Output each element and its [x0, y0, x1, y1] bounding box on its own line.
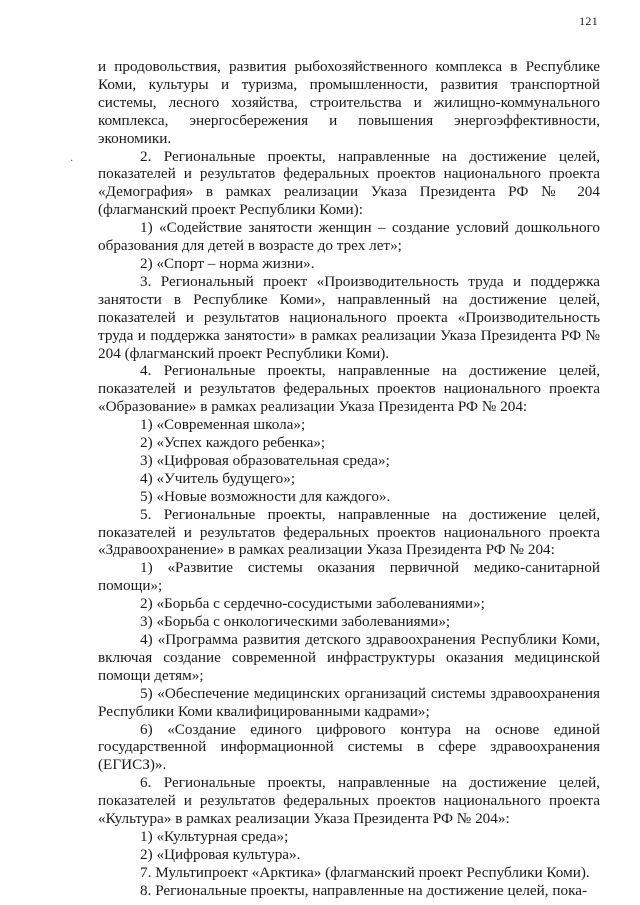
paragraph: 6. Региональные проекты, направленные на достижение целей, показателей и результатов федеральных проектов национального проекта «Культура» в рамках реализации Указа Президента РФ № 204»: — [98, 774, 600, 828]
paragraph: 7. Мультипроект «Арктика» (флагманский проект Республики Коми). — [140, 863, 590, 881]
paragraph: 8. Региональные проекты, направленные на достижение целей, пока- — [140, 881, 588, 899]
list-item: 2) «Успех каждого ребенка»; — [140, 434, 326, 452]
paragraph: 2. Региональные проекты, направленные на достижение целей, показателей и результатов федеральных проектов национального проекта «Демография» в рамках реализации Указа Президента РФ № 204 (флагманский проект Республики Коми): — [98, 147, 600, 219]
paragraph: 4. Региональные проекты, направленные на достижение целей, показателей и результатов федеральных проектов национального проекта «Образование» в рамках реализации Указа Президента РФ № 204: — [98, 362, 600, 416]
list-item: 3) «Цифровая образовательная среда»; — [140, 451, 390, 469]
list-item: 2) «Цифровая культура». — [140, 845, 301, 863]
list-item: 6) «Создание единого цифрового контура на основе единой государственной информационной системы в сфере здравоохранения (ЕГИСЗ)». — [98, 720, 600, 774]
paragraph: 5. Региональные проекты, направленные на достижение целей, показателей и результатов федеральных проектов национального проекта «Здравоохранение» в рамках реализации Указа Президента РФ № 204: — [98, 505, 600, 559]
margin-mark: · — [70, 156, 74, 167]
list-item: 1) «Культурная среда»; — [140, 827, 289, 845]
list-item: 5) «Новые возможности для каждого». — [140, 487, 391, 505]
document-body — [98, 58, 600, 900]
paragraph: и продовольствия, развития рыбохозяйственного комплекса в Республике Коми, культуры и туризма, промышленности, развития транспортной системы, лесного хозяйства, строительства и жилищно-коммунального комплекса, энергосбережения и повышения энергоэффективности, экономики. — [98, 58, 600, 147]
list-item: 1) «Современная школа»; — [140, 416, 306, 434]
list-item: 4) «Учитель будущего»; — [140, 469, 296, 487]
list-item: 1) «Содействие занятости женщин – создание условий дошкольного образования для детей в возрасте до трех лет»; — [98, 219, 600, 255]
list-item: 3) «Борьба с онкологическими заболеваниями»; — [140, 613, 451, 631]
list-item: 2) «Спорт – норма жизни». — [140, 254, 315, 272]
list-item: 5) «Обеспечение медицинских организаций системы здравоохранения Республики Коми квалифицированными кадрами»; — [98, 684, 600, 720]
list-item: 4) «Программа развития детского здравоохранения Республики Коми, включая создание современной инфраструктуры оказания медицинской помощи детям»; — [98, 631, 600, 684]
list-item: 1) «Развитие системы оказания первичной медико-санитарной помощи»; — [98, 559, 600, 595]
page-number: 121 — [579, 14, 598, 28]
paragraph: 3. Региональный проект «Производительность труда и поддержка занятости в Республике Коми», направленный на достижение целей, показателей и результатов национального проекта «Производительность труда и поддержка занятости» в рамках реализации Указа Президента РФ № 204 (флагманский проект Республики Коми). — [98, 272, 600, 362]
list-item: 2) «Борьба с сердечно-сосудистыми заболеваниями»; — [140, 595, 485, 613]
